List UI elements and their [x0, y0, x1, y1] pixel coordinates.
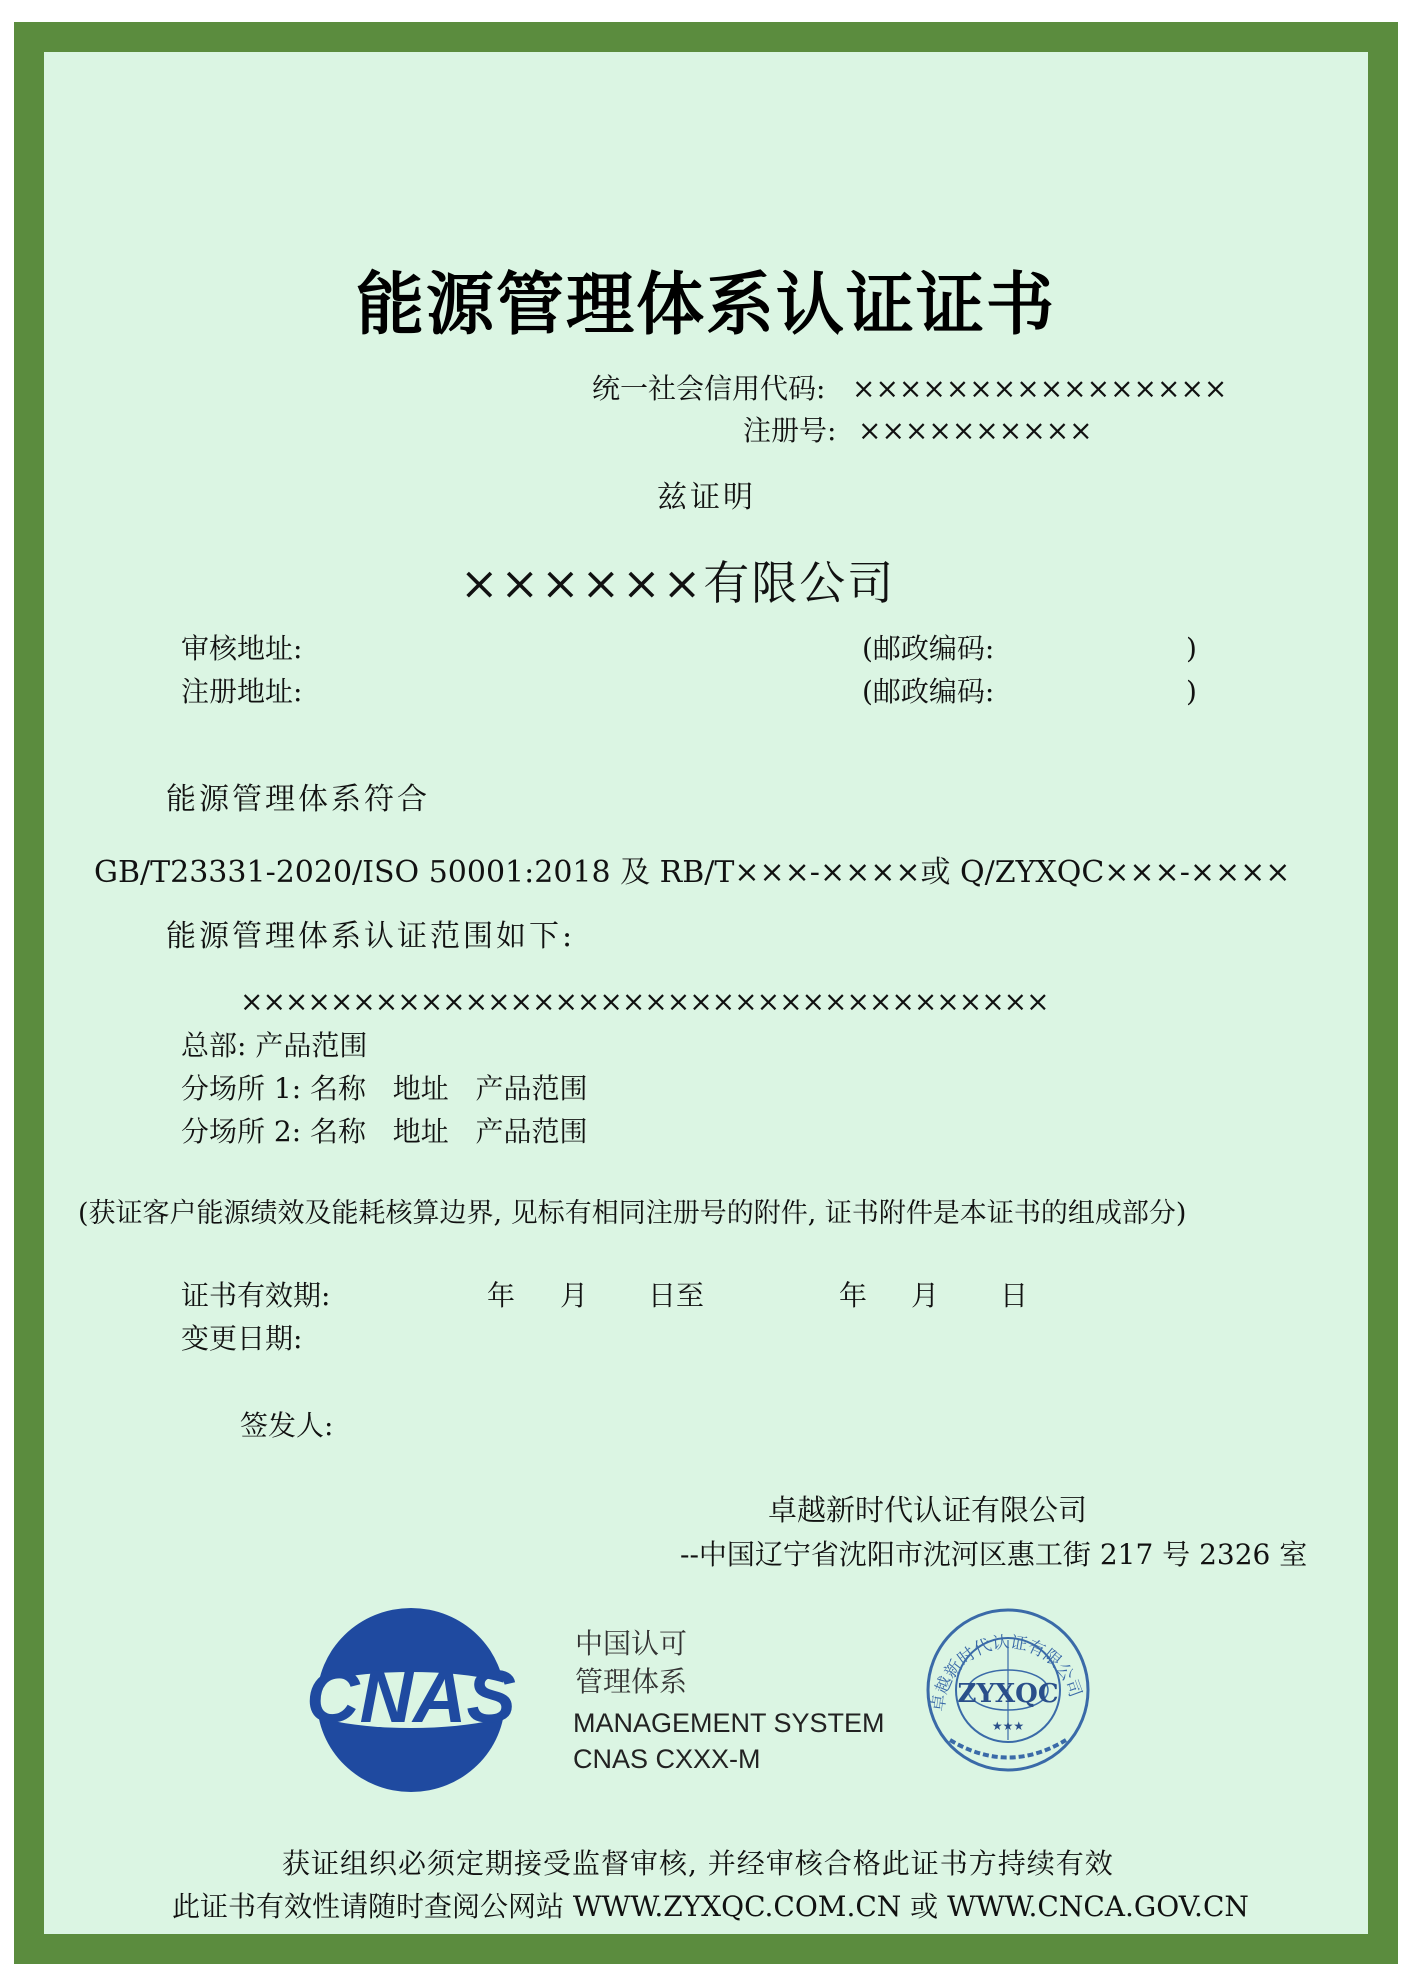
- conform-text: 能源管理体系符合: [166, 782, 430, 817]
- company-name: ××××××有限公司: [460, 556, 896, 610]
- issuing-org-address: --中国辽宁省沈阳市沈河区惠工街 217 号 2326 室: [680, 1538, 1308, 1571]
- seal-ring-text: 卓越新时代认证有限公司: [928, 1632, 1086, 1713]
- seal-center-text: ZYXQC: [957, 1679, 1059, 1709]
- audit-postal-close: ): [1186, 632, 1197, 665]
- reg-postal-code-label: (邮政编码:: [862, 675, 995, 708]
- site1-line: 分场所 1: 名称 地址 产品范围: [181, 1072, 588, 1105]
- site2-line: 分场所 2: 名称 地址 产品范围: [181, 1115, 588, 1148]
- issuing-org-name: 卓越新时代认证有限公司: [768, 1493, 1088, 1527]
- cnas-logo-text: CNAS: [306, 1655, 516, 1738]
- validity-end-day: 日: [1000, 1279, 1029, 1312]
- cnas-en-line1: MANAGEMENT SYSTEM: [573, 1708, 885, 1738]
- scope-value: ××××××××××××××××××××××××××××××××××××: [240, 985, 1049, 1018]
- validity-end-month: 月: [911, 1279, 940, 1312]
- cnas-cn-line1: 中国认可: [575, 1627, 688, 1660]
- reg-no-value: ××××××××××: [858, 414, 1093, 447]
- seal-stars-icon: ★★★: [991, 1719, 1025, 1733]
- certificate-title: 能源管理体系认证证书: [355, 266, 1056, 345]
- audit-postal-code-label: (邮政编码:: [862, 632, 995, 665]
- reg-no-label: 注册号:: [743, 414, 837, 447]
- validity-start-day-to: 日至: [648, 1279, 705, 1312]
- change-date-label: 变更日期:: [181, 1322, 303, 1355]
- footer-line2: 此证书有效性请随时查阅公网站 WWW.ZYXQC.COM.CN 或 WWW.CNCA.GOV.CN: [172, 1890, 1249, 1923]
- validity-start-year: 年: [487, 1279, 516, 1312]
- reg-postal-close: ): [1186, 675, 1197, 708]
- validity-end-year: 年: [839, 1279, 868, 1312]
- certify-text: 兹证明: [657, 480, 756, 515]
- validity-start-month: 月: [560, 1279, 589, 1312]
- footer-line1: 获证组织必须定期接受监督审核, 并经审核合格此证书方持续有效: [282, 1847, 1114, 1880]
- cnas-en-line2: CNAS CXXX-M: [573, 1744, 761, 1774]
- hq-line: 总部: 产品范围: [181, 1029, 368, 1062]
- reg-address-label: 注册地址:: [181, 675, 303, 708]
- cnas-cn-line2: 管理体系: [575, 1665, 688, 1698]
- validity-label: 证书有效期:: [181, 1279, 331, 1312]
- issuer-label: 签发人:: [240, 1409, 334, 1442]
- certificate-note: (获证客户能源绩效及能耗核算边界, 见标有相同注册号的附件, 证书附件是本证书的组成部分): [78, 1198, 1187, 1229]
- audit-address-label: 审核地址:: [181, 632, 303, 665]
- credit-code-label: 统一社会信用代码:: [592, 372, 826, 405]
- credit-code-value: ××××××××××××××××: [852, 372, 1228, 405]
- scope-heading: 能源管理体系认证范围如下:: [166, 919, 576, 954]
- standard-text: GB/T23331-2020/ISO 50001:2018 及 RB/T×××-××××或 Q/ZYXQC×××-××××: [94, 855, 1291, 890]
